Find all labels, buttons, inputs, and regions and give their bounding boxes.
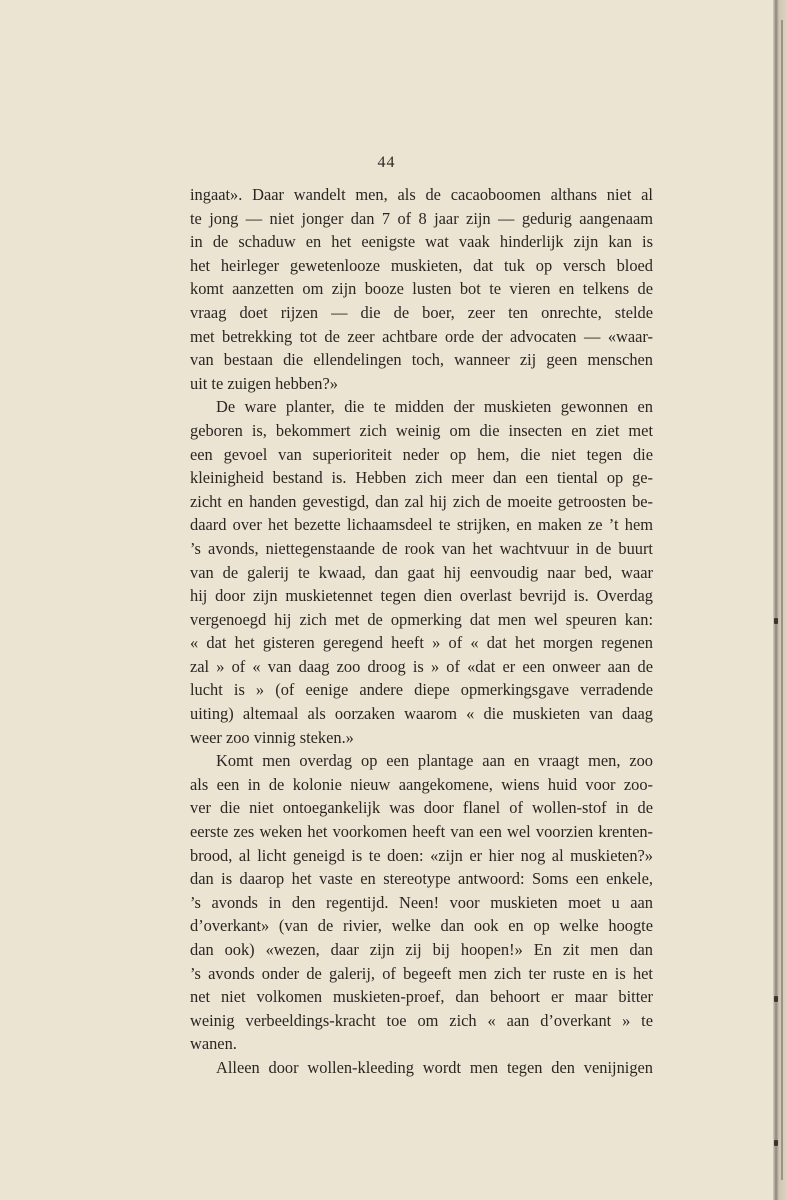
margin-mark [774,1140,778,1146]
text-line: geboren is, bekommert zich weinig om die insecten en ziet met [190,420,653,440]
text-line: Alleen door wollen-kleeding wordt men tegen den venijnigen [216,1057,653,1077]
text-line: weer zoo vinnig steken.» [190,727,354,747]
text-line: ingaat». Daar wandelt men, als de cacaoboomen althans niet al [190,185,653,204]
text-line: weinig verbeeldings-kracht toe om zich « aan d’overkant » te [190,1010,653,1030]
text-line: in de schaduw en het eenigste wat vaak hinderlijk zijn kan is [190,232,653,252]
text-line: ’s avonds in den regentijd. Neen! voor muskieten moet u aan [190,892,653,912]
text-line: uiting) altemaal als oorzaken waarom « die muskieten van daag [190,704,653,724]
text-line: van de galerij te kwaad, dan gaat hij eenvoudig naar bed, waar [190,562,653,582]
text-line: het heirleger gewetenlooze muskieten, dat tuk op versch bloed [190,255,653,275]
text-line: van bestaan die ellendelingen toch, wanneer zij geen menschen [190,350,653,370]
text-line: net niet volkomen muskieten-proef, dan behoort er maar bitter [190,987,653,1007]
text-line: komt aanzetten om zijn booze lusten bot te vieren en telkens de [190,279,653,299]
text-line: een gevoel van superioriteit neder op hem, die niet tegen die [190,444,653,464]
text-line: eerste zes weken het voorkomen heeft van een wel voorzien krenten- [190,822,653,842]
text-line: ver die niet ontoegankelijk was door flanel of wollen-stof in de [190,798,653,818]
text-line: « dat het gisteren geregend heeft » of « dat het morgen regenen [190,633,653,653]
text-line: te jong — niet jonger dan 7 of 8 jaar zijn — gedurig aangenaam [190,208,653,228]
text-line: met betrekking tot de zeer achtbare orde der advocaten — «waar- [190,326,653,346]
text-line: wanen. [190,1034,237,1054]
text-line: vergenoegd hij zich met de opmerking dat men wel speuren kan: [190,609,653,629]
text-line: vraag doet rijzen — die de boer, zeer ten onrechte, stelde [190,302,653,322]
page-gutter [773,0,787,1200]
text-line: hij door zijn muskietennet tegen dien overlast bevrijd is. Overdag [190,586,653,606]
body-text [190,183,653,1080]
text-line: lucht is » (of eenige andere diepe opmerkingsgave verradende [190,680,653,700]
text-line: zal » of « van daag zoo droog is » of «dat er een onweer aan de [190,656,653,676]
text-line: ’s avonds onder de galerij, of begeeft men zich ter ruste en is het [190,963,653,983]
text-line: als een in de kolonie nieuw aangekomene, wiens huid voor zoo- [190,774,653,794]
text-line: brood, al licht geneigd is te doen: «zijn er hier nog al muskieten?» [190,845,653,865]
text-line: De ware planter, die te midden der muskieten gewonnen en [216,397,653,417]
text-line: d’overkant» (van de rivier, welke dan ook en op welke hoogte [190,916,653,936]
text-line: Komt men overdag op een plantage aan en vraagt men, zoo [216,751,653,771]
text-line: dan is daarop het vaste en stereotype antwoord: Soms een enkele, [190,869,653,889]
text-line: kleinigheid bestand is. Hebben zich meer dan een tiental op ge- [190,468,653,488]
text-line: zicht en handen gevestigd, dan zal hij zich de moeite getroosten be- [190,491,653,511]
margin-mark [774,618,778,624]
text-line: ’s avonds, niettegenstaande de rook van het wachtvuur in de buurt [190,538,653,558]
text-line: dan ook) «wezen, daar zijn zij bij hoopen!» En zit men dan [190,940,653,959]
text-line: uit te zuigen hebben?» [190,373,338,393]
text-line: daard over het bezette lichaamsdeel te strijken, en maken ze ’t hem [190,515,653,535]
page-number: 44 [377,154,396,171]
margin-mark [774,996,778,1002]
binding-edge [781,20,783,1180]
